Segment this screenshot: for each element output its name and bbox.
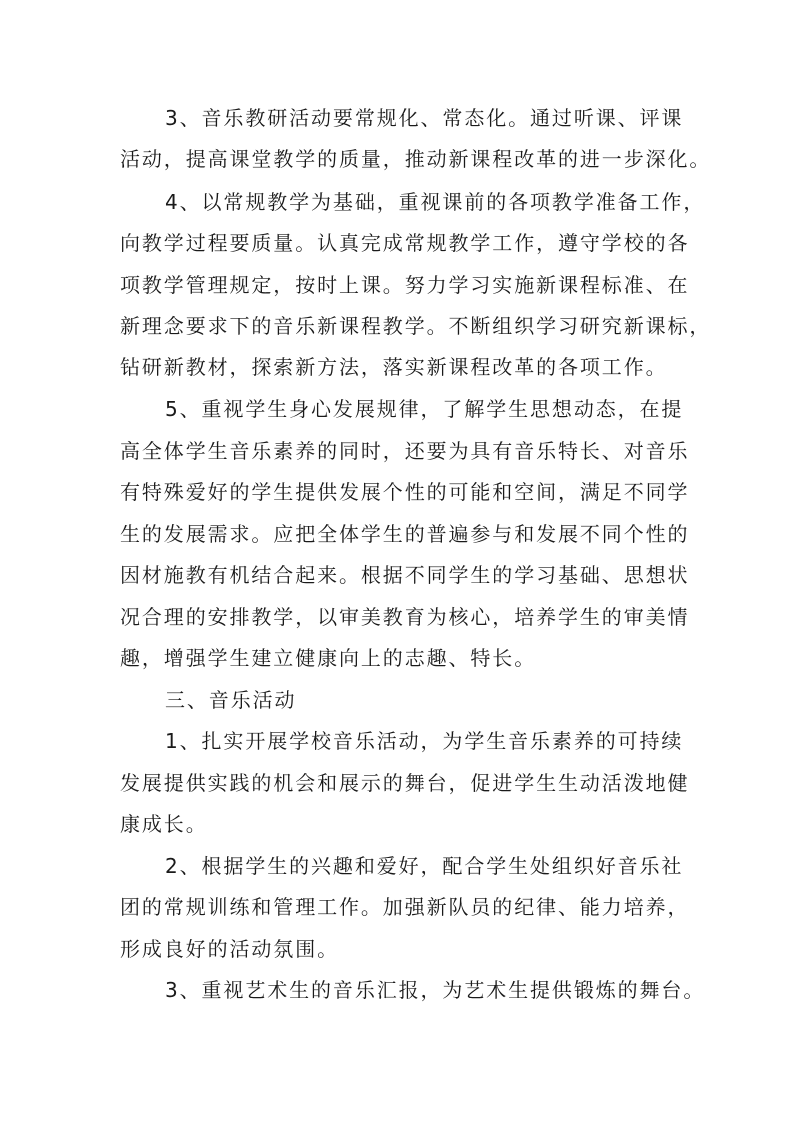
paragraph-line: 形成良好的活动氛围。 bbox=[120, 937, 339, 961]
paragraph-line: 3、音乐教研活动要常规化、常态化。通过听课、评课 bbox=[165, 106, 684, 130]
paragraph-line: 3、重视艺术生的音乐汇报，为艺术生提供锻炼的舞台。 bbox=[165, 978, 706, 1002]
paragraph-line: 活动，提高课堂教学的质量，推动新课程改革的进一步深化。 bbox=[120, 147, 712, 171]
paragraph-line: 钻研新教材，探索新方法，落实新课程改革的各项工作。 bbox=[120, 355, 668, 379]
section-heading: 三、音乐活动 bbox=[165, 688, 297, 712]
paragraph-line: 团的常规训练和管理工作。加强新队员的纪律、能力培养， bbox=[120, 895, 690, 919]
paragraph-line: 康成长。 bbox=[120, 812, 208, 836]
paragraph-line: 有特殊爱好的学生提供发展个性的可能和空间，满足不同学 bbox=[120, 480, 690, 504]
paragraph-line: 发展提供实践的机会和展示的舞台，促进学生生动活泼地健 bbox=[120, 771, 690, 795]
paragraph-line: 2、根据学生的兴趣和爱好，配合学生处组织好音乐社 bbox=[165, 854, 684, 878]
paragraph-line: 生的发展需求。应把全体学生的普遍参与和发展不同个性的 bbox=[120, 522, 690, 546]
paragraph-line: 1、扎实开展学校音乐活动，为学生音乐素养的可持续 bbox=[165, 729, 684, 753]
paragraph-line: 5、重视学生身心发展规律，了解学生思想动态，在提 bbox=[165, 397, 684, 421]
paragraph-line: 因材施教有机结合起来。根据不同学生的学习基础、思想状 bbox=[120, 563, 690, 587]
paragraph-line: 4、以常规教学为基础，重视课前的各项教学准备工作， bbox=[165, 190, 706, 214]
paragraph-line: 高全体学生音乐素养的同时，还要为具有音乐特长、对音乐 bbox=[120, 439, 690, 463]
paragraph-line: 况合理的安排教学，以审美教育为核心，培养学生的审美情 bbox=[120, 605, 690, 629]
paragraph-line: 项教学管理规定，按时上课。努力学习实施新课程标准、在 bbox=[120, 273, 690, 297]
paragraph-line: 新理念要求下的音乐新课程教学。不断组织学习研究新课标， bbox=[120, 314, 712, 338]
paragraph-line: 向教学过程要质量。认真完成常规教学工作，遵守学校的各 bbox=[120, 231, 690, 255]
paragraph-line: 趣，增强学生建立健康向上的志趣、特长。 bbox=[120, 646, 537, 670]
